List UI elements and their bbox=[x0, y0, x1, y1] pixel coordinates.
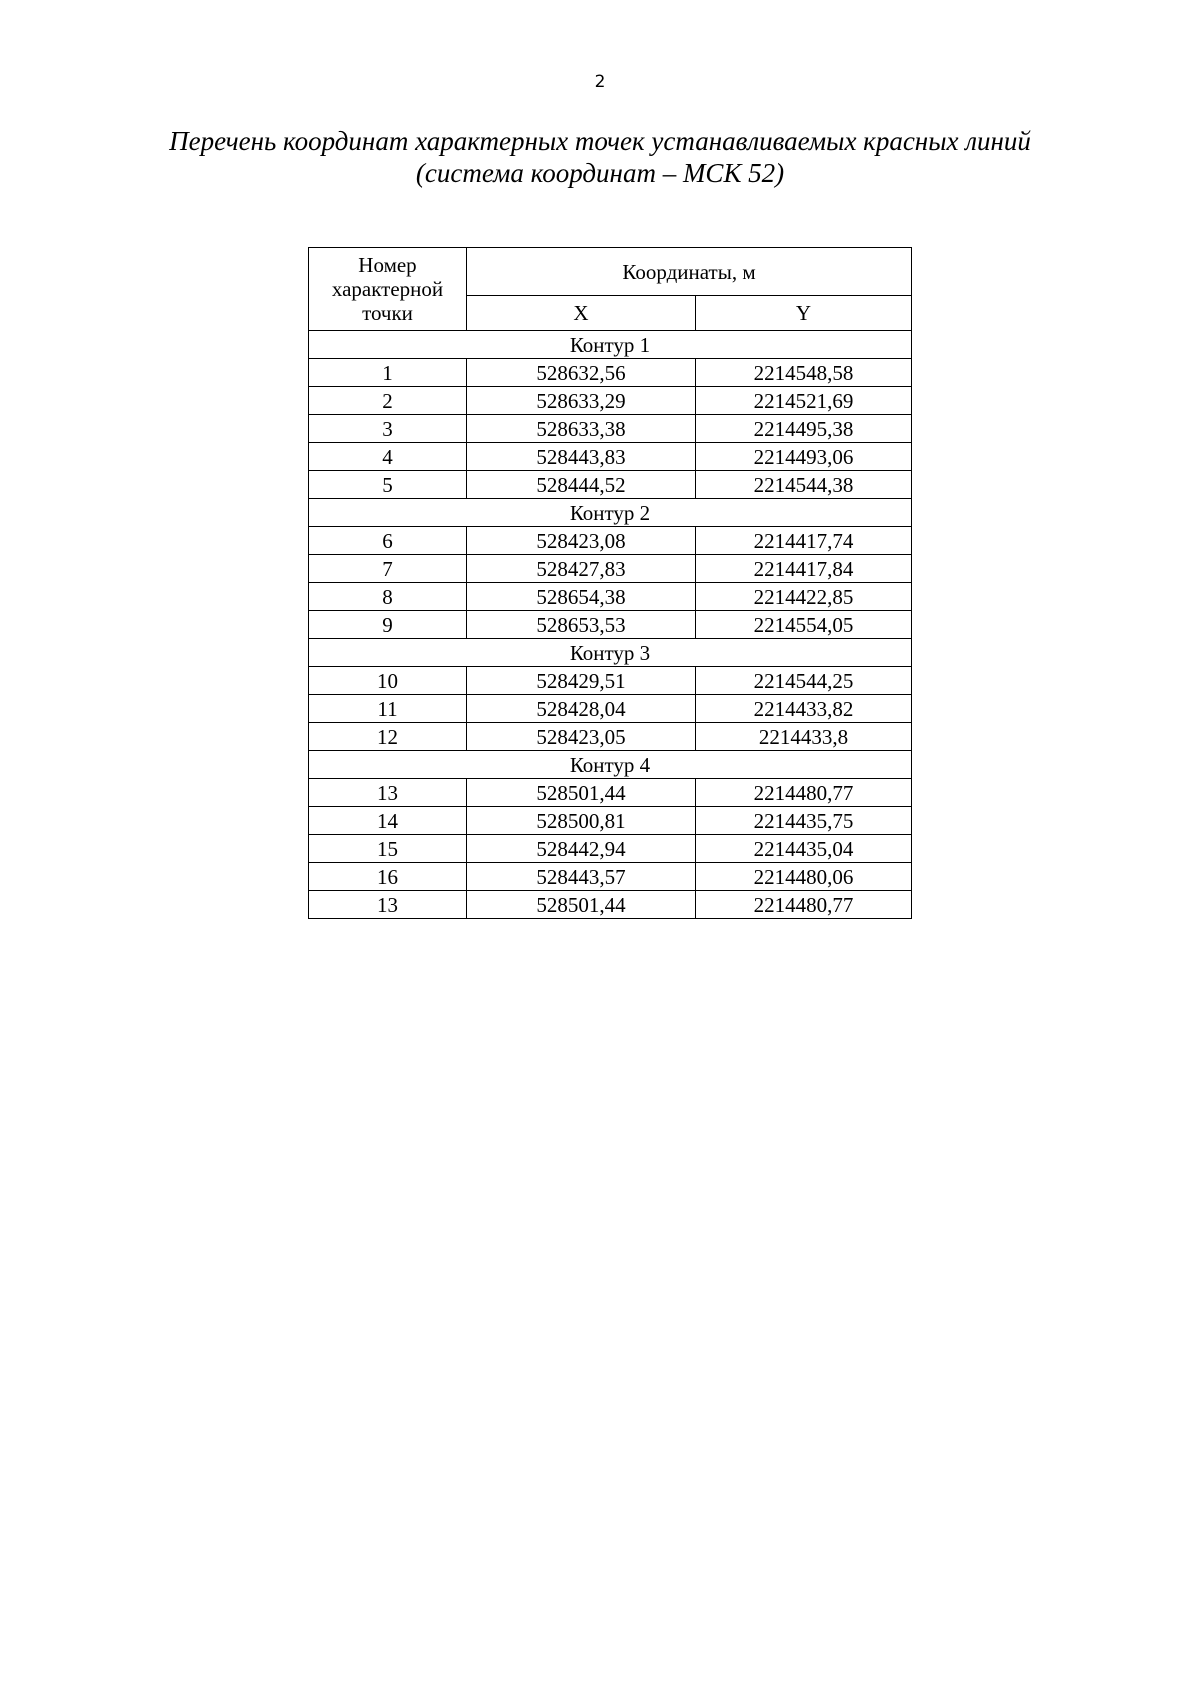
y-coordinate-cell: 2214544,25 bbox=[696, 667, 912, 695]
point-number-cell: 10 bbox=[309, 667, 467, 695]
y-coordinate-cell: 2214544,38 bbox=[696, 471, 912, 499]
y-coordinate-cell: 2214480,77 bbox=[696, 891, 912, 919]
table-row bbox=[309, 359, 912, 387]
header-coordinates: Координаты, м bbox=[467, 248, 912, 296]
x-coordinate-cell: 528632,56 bbox=[467, 359, 696, 387]
header-point-number: Номер характерной точки bbox=[309, 248, 467, 331]
table-body bbox=[309, 331, 912, 919]
y-coordinate-cell: 2214433,8 bbox=[696, 723, 912, 751]
point-number-cell: 4 bbox=[309, 443, 467, 471]
point-number-cell: 6 bbox=[309, 527, 467, 555]
header-x: X bbox=[467, 296, 696, 331]
table-row bbox=[309, 695, 912, 723]
x-coordinate-cell: 528633,29 bbox=[467, 387, 696, 415]
y-coordinate-cell: 2214422,85 bbox=[696, 583, 912, 611]
x-coordinate-cell: 528654,38 bbox=[467, 583, 696, 611]
contour-header-row bbox=[309, 639, 912, 667]
x-coordinate-cell: 528429,51 bbox=[467, 667, 696, 695]
x-coordinate-cell: 528428,04 bbox=[467, 695, 696, 723]
contour-header-row bbox=[309, 751, 912, 779]
point-number-cell: 14 bbox=[309, 807, 467, 835]
document-title bbox=[60, 125, 1140, 189]
table-header bbox=[309, 248, 912, 331]
y-coordinate-cell: 2214480,06 bbox=[696, 863, 912, 891]
table-row bbox=[309, 415, 912, 443]
y-coordinate-cell: 2214417,84 bbox=[696, 555, 912, 583]
y-coordinate-cell: 2214433,82 bbox=[696, 695, 912, 723]
x-coordinate-cell: 528423,05 bbox=[467, 723, 696, 751]
x-coordinate-cell: 528501,44 bbox=[467, 891, 696, 919]
point-number-cell: 3 bbox=[309, 415, 467, 443]
table-row bbox=[309, 723, 912, 751]
y-coordinate-cell: 2214435,75 bbox=[696, 807, 912, 835]
point-number-cell: 7 bbox=[309, 555, 467, 583]
contour-label: Контур 2 bbox=[309, 499, 912, 527]
point-number-cell: 1 bbox=[309, 359, 467, 387]
x-coordinate-cell: 528443,57 bbox=[467, 863, 696, 891]
contour-label: Контур 4 bbox=[309, 751, 912, 779]
table-row bbox=[309, 583, 912, 611]
table-row bbox=[309, 835, 912, 863]
y-coordinate-cell: 2214493,06 bbox=[696, 443, 912, 471]
table-row bbox=[309, 387, 912, 415]
x-coordinate-cell: 528427,83 bbox=[467, 555, 696, 583]
table-row bbox=[309, 611, 912, 639]
point-number-cell: 12 bbox=[309, 723, 467, 751]
contour-label: Контур 1 bbox=[309, 331, 912, 359]
x-coordinate-cell: 528500,81 bbox=[467, 807, 696, 835]
table-row bbox=[309, 891, 912, 919]
x-coordinate-cell: 528442,94 bbox=[467, 835, 696, 863]
point-number-cell: 2 bbox=[309, 387, 467, 415]
point-number-cell: 5 bbox=[309, 471, 467, 499]
table-row bbox=[309, 443, 912, 471]
point-number-cell: 13 bbox=[309, 779, 467, 807]
x-coordinate-cell: 528443,83 bbox=[467, 443, 696, 471]
title-line-2: (система координат – МСК 52) bbox=[415, 158, 785, 188]
table-row bbox=[309, 863, 912, 891]
x-coordinate-cell: 528653,53 bbox=[467, 611, 696, 639]
x-coordinate-cell: 528444,52 bbox=[467, 471, 696, 499]
table-row bbox=[309, 527, 912, 555]
y-coordinate-cell: 2214417,74 bbox=[696, 527, 912, 555]
x-coordinate-cell: 528423,08 bbox=[467, 527, 696, 555]
y-coordinate-cell: 2214554,05 bbox=[696, 611, 912, 639]
point-number-cell: 15 bbox=[309, 835, 467, 863]
contour-header-row bbox=[309, 499, 912, 527]
y-coordinate-cell: 2214548,58 bbox=[696, 359, 912, 387]
table-row bbox=[309, 471, 912, 499]
point-number-cell: 13 bbox=[309, 891, 467, 919]
header-y: Y bbox=[696, 296, 912, 331]
table-row bbox=[309, 555, 912, 583]
table-row bbox=[309, 807, 912, 835]
contour-label: Контур 3 bbox=[309, 639, 912, 667]
coordinates-table bbox=[308, 247, 912, 919]
y-coordinate-cell: 2214435,04 bbox=[696, 835, 912, 863]
contour-header-row bbox=[309, 331, 912, 359]
point-number-cell: 16 bbox=[309, 863, 467, 891]
page-number: 2 bbox=[594, 72, 606, 92]
table-row bbox=[309, 667, 912, 695]
point-number-cell: 8 bbox=[309, 583, 467, 611]
y-coordinate-cell: 2214495,38 bbox=[696, 415, 912, 443]
x-coordinate-cell: 528501,44 bbox=[467, 779, 696, 807]
table-row bbox=[309, 779, 912, 807]
y-coordinate-cell: 2214480,77 bbox=[696, 779, 912, 807]
title-line-1: Перечень координат характерных точек устанавливаемых красных линий bbox=[169, 126, 1031, 156]
y-coordinate-cell: 2214521,69 bbox=[696, 387, 912, 415]
x-coordinate-cell: 528633,38 bbox=[467, 415, 696, 443]
point-number-cell: 11 bbox=[309, 695, 467, 723]
point-number-cell: 9 bbox=[309, 611, 467, 639]
